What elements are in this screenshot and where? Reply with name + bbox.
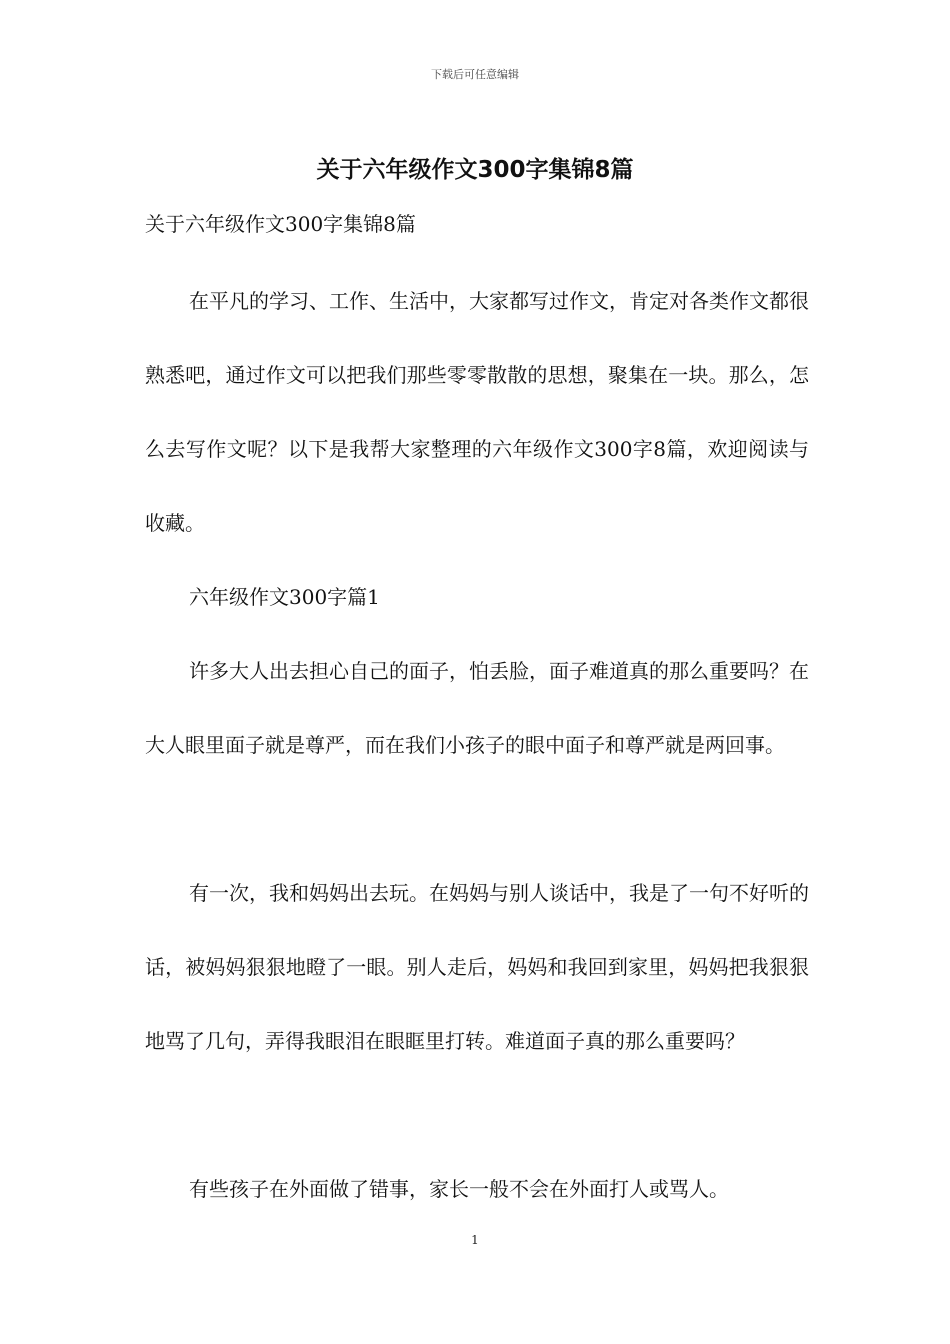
- document-subtitle: 关于六年级作文300字集锦8篇: [145, 212, 416, 236]
- paragraph-3: 有些孩子在外面做了错事，家长一般不会在外面打人或骂人。: [189, 1177, 729, 1201]
- paragraph-1: 许多大人出去担心自己的面子，怕丢脸，面子难道真的那么重要吗？在大人眼里面子就是尊严，而在我们小孩子的眼中面子和尊严就是两回事。: [145, 659, 809, 757]
- header-note: 下载后可任意编辑: [431, 68, 519, 81]
- paragraph-intro: 在平凡的学习、工作、生活中，大家都写过作文，肯定对各类作文都很熟悉吧，通过作文可以把我们那些零零散散的思想，聚集在一块。那么，怎么去写作文呢？以下是我帮大家整理的六年级作文300字8篇，欢迎阅读与收藏。: [145, 289, 809, 535]
- document-title: 关于六年级作文300字集锦8篇: [316, 157, 634, 183]
- paragraph-2: 有一次，我和妈妈出去玩。在妈妈与别人谈话中，我是了一句不好听的话，被妈妈狠狠地瞪了一眼。别人走后，妈妈和我回到家里，妈妈把我狠狠地骂了几句，弄得我眼泪在眼眶里打转。难道面子真的那么重要吗？: [145, 881, 809, 1053]
- section-heading-1: 六年级作文300字篇1: [189, 585, 380, 609]
- page-number: 1: [471, 1233, 479, 1247]
